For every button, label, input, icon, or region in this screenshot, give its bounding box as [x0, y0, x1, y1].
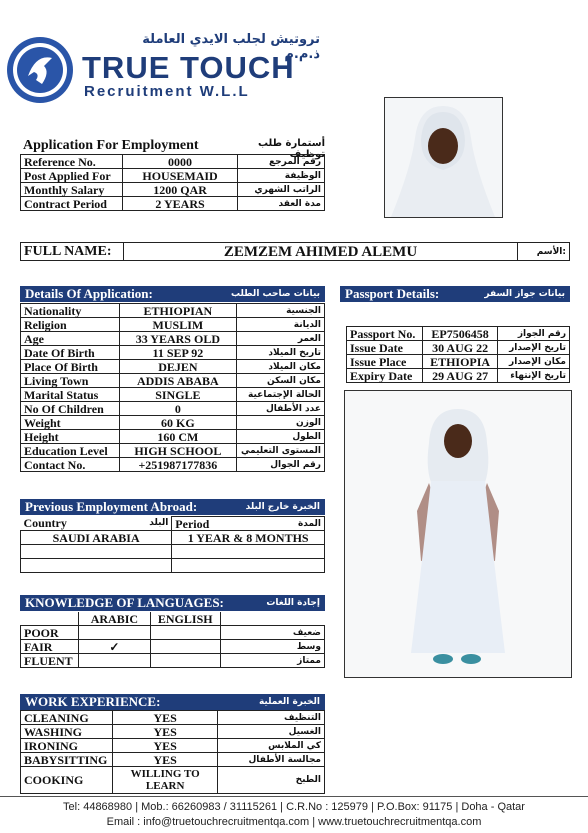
table-row — [21, 197, 325, 211]
language-level-label: POOR — [21, 626, 79, 640]
arabic-level-mark: ✓ — [78, 640, 150, 654]
row-label: Contract Period — [21, 197, 123, 211]
table-row — [21, 711, 325, 725]
country-column-header — [21, 517, 172, 530]
row-value: 0 — [119, 402, 236, 416]
work-experience-title: WORK EXPERIENCE: — [25, 694, 161, 709]
row-label: Passport No. — [347, 327, 423, 341]
previous-employment-title: Previous Employment Abroad: — [25, 499, 198, 514]
row-label-arabic: مكان الميلاد — [237, 360, 325, 374]
full-name-label-arabic: الأسم: — [518, 243, 570, 261]
table-row — [21, 725, 325, 739]
arabic-level-mark — [78, 626, 150, 640]
row-label: COOKING — [21, 767, 113, 794]
row-label: Date Of Birth — [21, 346, 120, 360]
footer-divider — [0, 796, 588, 797]
table-row — [21, 767, 325, 794]
row-label-arabic: عدد الأطفال — [237, 402, 325, 416]
row-label-arabic: الطبخ — [218, 767, 325, 794]
table-row — [21, 531, 325, 545]
table-row — [347, 341, 570, 355]
languages-title-arabic: إجادة اللغات — [266, 598, 320, 608]
row-value: 11 SEP 92 — [119, 346, 236, 360]
row-label-arabic: مدة العقد — [238, 197, 325, 211]
english-level-mark — [150, 654, 220, 668]
passport-table — [346, 326, 570, 383]
footer-web-line: Email : info@truetouchrecruitmentqa.com | www.truetouchrecruitmentqa.com — [106, 816, 482, 828]
row-value: SINGLE — [119, 388, 236, 402]
row-label: IRONING — [21, 739, 113, 753]
applicant-headshot-photo — [384, 97, 503, 218]
application-table — [20, 154, 325, 211]
language-level-label-arabic: ضعيف — [220, 626, 324, 640]
row-label-arabic: تاريخ الإنتهاء — [498, 369, 570, 383]
row-label: Contact No. — [21, 458, 120, 472]
table-row — [21, 739, 325, 753]
english-level-mark — [150, 640, 220, 654]
work-experience-table — [20, 710, 325, 794]
row-value: 60 KG — [119, 416, 236, 430]
row-value: 29 AUG 27 — [422, 369, 498, 383]
full-name-table — [20, 242, 570, 261]
passport-title-arabic: بيانات جواز السفر — [484, 289, 565, 299]
application-title-arabic: أستمارة طلب توظيف — [257, 138, 325, 160]
passport-header — [340, 286, 570, 302]
english-column-header: ENGLISH — [150, 612, 220, 626]
table-row — [347, 355, 570, 369]
row-value: WILLING TO LEARN — [112, 767, 217, 794]
details-title: Details Of Application: — [25, 286, 153, 301]
row-label-arabic: الغسيل — [218, 725, 325, 739]
row-label: Issue Date — [347, 341, 423, 355]
row-label-arabic: تاريخ الإصدار — [498, 341, 570, 355]
row-label-arabic: الراتب الشهري — [238, 183, 325, 197]
previous-employment-table — [20, 516, 325, 573]
table-row — [21, 155, 325, 169]
table-row — [347, 327, 570, 341]
full-name-value: ZEMZEM AHIMED ALEMU — [124, 243, 518, 261]
row-label-arabic: رقم الجواز — [498, 327, 570, 341]
table-row — [21, 360, 325, 374]
row-value: 160 CM — [119, 430, 236, 444]
row-value: 1200 QAR — [122, 183, 237, 197]
language-level-label: FAIR — [21, 640, 79, 654]
row-label-arabic: مكان الإصدار — [498, 355, 570, 369]
language-level-label: FLUENT — [21, 654, 79, 668]
languages-title: KNOWLEDGE OF LANGUAGES: — [25, 595, 224, 610]
row-value: ETHIOPIAN — [119, 304, 236, 318]
company-subname: Recruitment W.L.L — [84, 83, 250, 100]
period-column-header — [172, 517, 325, 531]
details-title-arabic: بيانات صاحب الطلب — [230, 289, 320, 299]
row-value: HIGH SCHOOL — [119, 444, 236, 458]
row-label-arabic: الحالة الإجتماعية — [237, 388, 325, 402]
table-row — [21, 545, 325, 559]
row-label: Post Applied For — [21, 169, 123, 183]
full-name-label: FULL NAME: — [21, 243, 124, 261]
row-label: Reference No. — [21, 155, 123, 169]
table-row — [21, 346, 325, 360]
row-label-arabic: الوظيفة — [238, 169, 325, 183]
row-label: WASHING — [21, 725, 113, 739]
row-label-arabic: رقم الجوال — [237, 458, 325, 472]
table-row — [21, 388, 325, 402]
languages-table — [20, 612, 325, 668]
language-level-label-arabic: وسط — [220, 640, 324, 654]
previous-employment-header — [20, 499, 325, 515]
table-row — [21, 402, 325, 416]
table-row — [347, 369, 570, 383]
work-experience-header — [20, 694, 325, 710]
application-title: Application For Employment — [23, 138, 199, 153]
row-label: No Of Children — [21, 402, 120, 416]
table-row — [21, 430, 325, 444]
table-row — [21, 654, 325, 668]
row-label-arabic: الديانة — [237, 318, 325, 332]
table-row — [21, 753, 325, 767]
row-value: 0000 — [122, 155, 237, 169]
row-label-arabic: مجالسة الأطفال — [218, 753, 325, 767]
row-label: Height — [21, 430, 120, 444]
row-label-arabic: العمر — [237, 332, 325, 346]
period-column-label-arabic: المدة — [297, 518, 321, 529]
table-row — [21, 318, 325, 332]
country-column-label-arabic: البلد — [149, 517, 169, 528]
table-row — [21, 444, 325, 458]
language-level-label-arabic: ممتاز — [220, 654, 324, 668]
row-value: HOUSEMAID — [122, 169, 237, 183]
row-label-arabic: الوزن — [237, 416, 325, 430]
row-label-arabic: المستوى التعليمي — [237, 444, 325, 458]
row-label: Marital Status — [21, 388, 120, 402]
row-label-arabic: الطول — [237, 430, 325, 444]
arabic-column-header: ARABIC — [78, 612, 150, 626]
row-value: 2 YEARS — [122, 197, 237, 211]
table-row — [21, 626, 325, 640]
company-logo — [6, 36, 74, 104]
row-label: BABYSITTING — [21, 753, 113, 767]
table-row — [21, 169, 325, 183]
work-experience-title-arabic: الخبرة العملية — [258, 697, 320, 707]
row-value: YES — [112, 753, 217, 767]
row-label-arabic: مكان السكن — [237, 374, 325, 388]
languages-header — [20, 595, 325, 611]
row-label: Age — [21, 332, 120, 346]
row-label: Religion — [21, 318, 120, 332]
table-row — [21, 559, 325, 573]
row-label-arabic: التنظيف — [218, 711, 325, 725]
row-label: Education Level — [21, 444, 120, 458]
row-label: Weight — [21, 416, 120, 430]
period-column-label: Period — [175, 516, 210, 531]
arabic-level-mark — [78, 654, 150, 668]
row-value: YES — [112, 725, 217, 739]
row-label-arabic: رقم المرجع — [238, 155, 325, 169]
previous-period: 1 YEAR & 8 MONTHS — [172, 531, 325, 545]
company-name-arabic: تروتيش لجلب الايدي العاملة ذ.م.م — [142, 32, 320, 62]
table-row — [21, 304, 325, 318]
row-value: YES — [112, 739, 217, 753]
company-name: TRUE TOUCH — [82, 50, 295, 85]
row-value: 30 AUG 22 — [422, 341, 498, 355]
country-column-label: Country — [23, 515, 67, 530]
row-label: Nationality — [21, 304, 120, 318]
row-value: +251987177836 — [119, 458, 236, 472]
details-header — [20, 286, 325, 302]
footer-contact-line: Tel: 44868980 | Mob.: 66260983 / 31115261 | C.R.No : 125979 | P.O.Box: 91175 | Doha - Qatar — [63, 801, 525, 813]
previous-country: SAUDI ARABIA — [21, 531, 172, 545]
row-label: CLEANING — [21, 711, 113, 725]
table-row — [21, 458, 325, 472]
row-value: YES — [112, 711, 217, 725]
row-label: Living Town — [21, 374, 120, 388]
table-row — [21, 332, 325, 346]
row-label: Expiry Date — [347, 369, 423, 383]
english-level-mark — [150, 626, 220, 640]
row-value: EP7506458 — [422, 327, 498, 341]
table-row — [21, 416, 325, 430]
applicant-full-body-photo — [344, 390, 572, 678]
row-label-arabic: كي الملابس — [218, 739, 325, 753]
row-label: Issue Place — [347, 355, 423, 369]
row-value: ADDIS ABABA — [119, 374, 236, 388]
row-label: Place Of Birth — [21, 360, 120, 374]
table-row — [21, 183, 325, 197]
row-value: 33 YEARS OLD — [119, 332, 236, 346]
details-table — [20, 303, 325, 472]
row-label-arabic: الجنسية — [237, 304, 325, 318]
table-row — [21, 374, 325, 388]
row-value: ETHIOPIA — [422, 355, 498, 369]
previous-employment-title-arabic: الخبرة خارج البلد — [245, 502, 320, 512]
row-label: Monthly Salary — [21, 183, 123, 197]
row-label-arabic: تاريخ الميلاد — [237, 346, 325, 360]
table-row — [21, 640, 325, 654]
row-value: DEJEN — [119, 360, 236, 374]
row-value: MUSLIM — [119, 318, 236, 332]
passport-title: Passport Details: — [345, 286, 440, 301]
